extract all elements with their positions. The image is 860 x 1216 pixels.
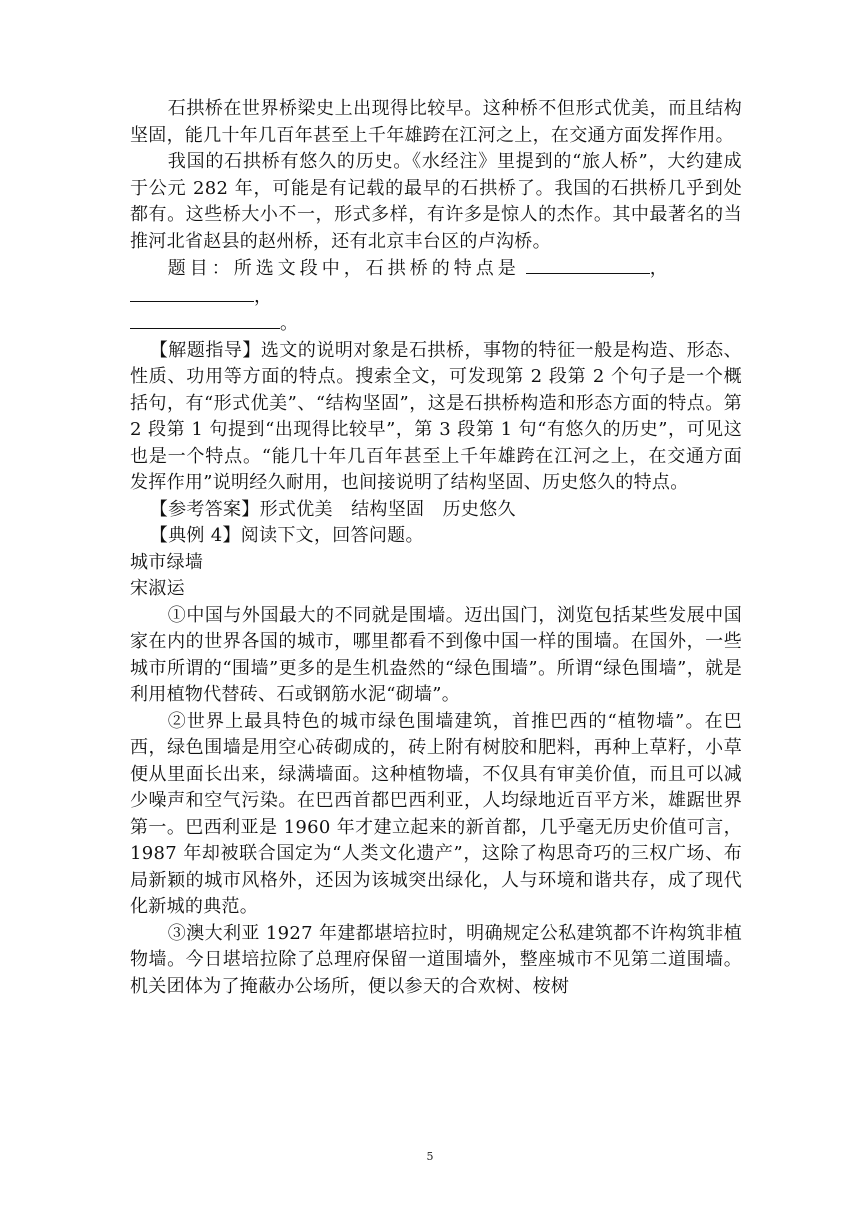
question-end: 。 <box>280 313 299 334</box>
paragraph-stone-bridge-history: 我国的石拱桥有悠久的历史。《水经注》里提到的“旅人桥”，大约建成于公元 282 年，可能是有记载的最早的石拱桥了。我国的石拱桥几乎到处都有。这些桥大小不一，形式多样，有许多是惊人的杰作。其中最著名的当推河北省赵县的赵州桥，还有北京丰台区的卢沟桥。 <box>130 151 742 252</box>
article-paragraph-1: ①中国与外国最大的不同就是围墙。迈出国门，浏览包括某些发展中国家在内的世界各国的城市，哪里都看不到像中国一样的围墙。在国外，一些城市所谓的“围墙”更多的是生机盎然的“绿色围墙”。所谓“绿色围墙”，就是利用植物代替砖、石或钢筋水泥“砌墙”。 <box>130 604 742 705</box>
answer-blank-1[interactable] <box>526 255 650 274</box>
question-comma-2: ， <box>254 285 273 307</box>
guide-label: 【解题指导】 <box>149 339 261 361</box>
question-line-2 <box>130 283 742 311</box>
page-content <box>130 96 742 1000</box>
article-paragraph-3: ③澳大利亚 1927 年建都堪培拉时，明确规定公私建筑都不许构筑非植物墙。今日堪培拉除了总理府保留一道围墙外，整座城市不见第二道围墙。机关团体为了掩蔽办公场所，便以参天的合欢树、桉树 <box>130 922 742 997</box>
answer-text: 形式优美 结构坚固 历史悠久 <box>259 498 516 520</box>
question-text: 题目：所选文段中，石拱桥的特点是 <box>167 258 520 279</box>
question-line <box>130 255 742 283</box>
guide-paragraph <box>130 338 742 497</box>
article-title: 城市绿墙 <box>130 551 204 573</box>
answer-label: 【参考答案】 <box>149 498 260 520</box>
answer-blank-2[interactable] <box>130 283 254 302</box>
example-paragraph <box>130 523 742 550</box>
guide-text: 选文的说明对象是石拱桥，事物的特征一般是构造、形态、性质、功用等方面的特点。搜索全文，可发现第 2 段第 2 个句子是一个概括句，有“形式优美”、“结构坚固”，这是石拱桥构造和形态方面的特点。第 2 段第 1 句提到“出现得比较早”，第 3 段第 1 句“有悠久的历史”，可见这也是一个特点。“能几十年几百年甚至上千年雄跨在江河之上，在交通方面发挥作用”说明经久耐用，也间接说明了结构坚固、历史悠久的特点。 <box>130 339 742 493</box>
example-label: 【典例 4】 <box>149 525 241 546</box>
page-number: 5 <box>426 1150 434 1163</box>
question-line-3 <box>130 310 742 338</box>
article-author: 宋淑运 <box>130 578 185 599</box>
article-paragraph-2: ②世界上最具特色的城市绿色围墙建筑，首推巴西的“植物墙”。在巴西，绿色围墙是用空心砖砌成的，砖上附有树胶和肥料，再种上草籽，小草便从里面长出来，绿满墙面。这种植物墙，不仅具有审美价值，而且可以减少噪声和空气污染。在巴西首都巴西利亚，人均绿地近百平方米，雄踞世界第一。巴西利亚是 1960 年才建立起来的新首都，几乎毫无历史价值可言，1987 年却被联合国定为“人类文化遗产”，这除了构思奇巧的三权广场、布局新颖的城市风格外，还因为该城突出绿化，人与环境和谐共存，成了现代化新城的典范。 <box>130 710 742 917</box>
answer-blank-3[interactable] <box>130 310 280 329</box>
paragraph-stone-bridge-intro: 石拱桥在世界桥梁史上出现得比较早。这种桥不但形式优美，而且结构坚固，能几十年几百年甚至上千年雄跨在江河之上，在交通方面发挥作用。 <box>130 98 742 146</box>
question-comma-1: ， <box>649 258 672 279</box>
answer-paragraph <box>130 497 742 524</box>
example-text: 阅读下文，回答问题。 <box>240 525 424 546</box>
